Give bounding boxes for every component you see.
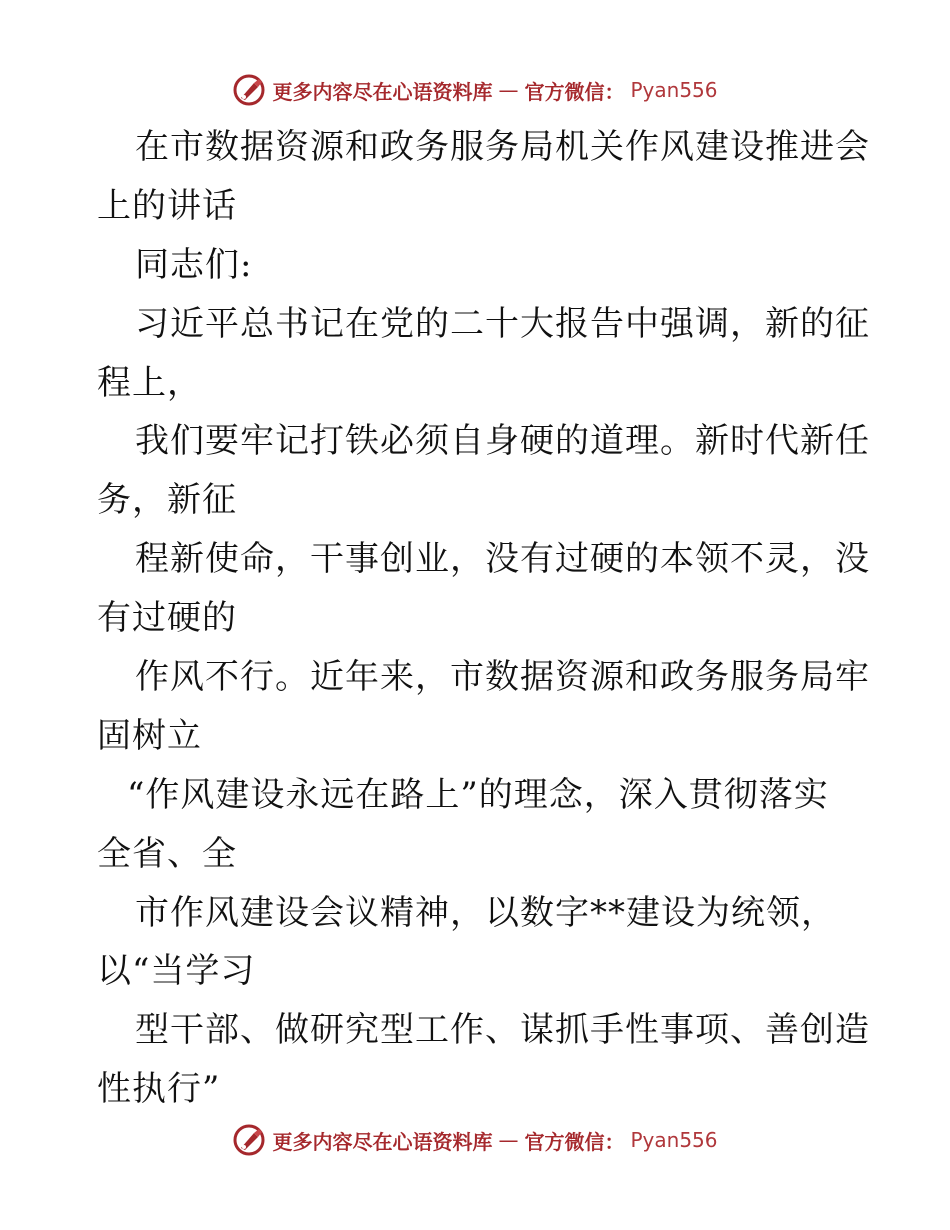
paragraph-line: 有过硬的	[97, 598, 237, 639]
pen-nib-logo-icon	[232, 1123, 266, 1157]
header-banner	[0, 68, 950, 112]
title-line-2: 上的讲话	[97, 185, 237, 226]
paragraph-line: 全省、全	[97, 833, 237, 874]
footer-banner-text: 更多内容尽在心语资料库	[272, 1129, 493, 1154]
footer-banner-dash: —	[498, 1128, 519, 1152]
paragraph-line: 务，新征	[97, 480, 237, 521]
paragraph-line: 我们要牢记打铁必须自身硬的道理。新时代新任	[135, 421, 870, 462]
header-banner-account-label: 官方微信：	[524, 79, 625, 104]
paragraph-line: 程新使命，干事创业，没有过硬的本领不灵，没	[135, 539, 870, 580]
paragraph-line: 市作风建设会议精神，以数字**建设为统领，	[135, 892, 836, 933]
salutation: 同志们:	[135, 244, 253, 285]
header-banner-text: 更多内容尽在心语资料库	[272, 79, 493, 104]
header-banner-dash: —	[498, 78, 519, 102]
paragraph-line: 作风不行。近年来，市数据资源和政务服务局牢	[135, 657, 870, 698]
header-banner-account-id: Pyan556	[630, 78, 718, 102]
footer-banner-account-label: 官方微信：	[524, 1129, 625, 1154]
footer-banner	[0, 1118, 950, 1162]
paragraph-line: 固树立	[97, 715, 202, 756]
paragraph-line: 型干部、做研究型工作、谋抓手性事项、善创造	[135, 1010, 870, 1051]
paragraph-line: 以“当学习	[97, 951, 256, 992]
pen-nib-logo-icon	[232, 73, 266, 107]
paragraph-line: 习近平总书记在党的二十大报告中强调，新的征	[135, 303, 870, 344]
document-body	[97, 118, 870, 1119]
title-line-1: 在市数据资源和政务服务局机关作风建设推进会	[135, 127, 870, 167]
paragraph-line: “作风建设永远在路上”的理念，深入贯彻落实	[127, 774, 829, 815]
paragraph-line: 程上，	[97, 362, 202, 403]
footer-banner-account-id: Pyan556	[630, 1128, 718, 1152]
paragraph-line: 性执行”	[97, 1069, 221, 1110]
